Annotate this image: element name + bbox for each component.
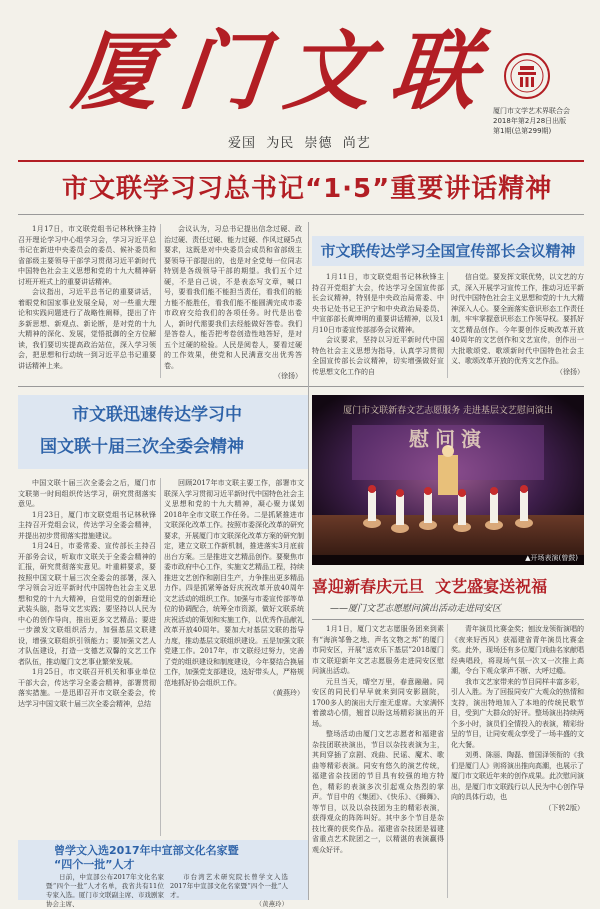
main-headline: 市文联学习习总书记“1·5”重要讲话精神	[62, 174, 553, 204]
headline-divider	[18, 214, 584, 215]
publish-date: 2018年第2月28日出版	[493, 117, 567, 125]
article2-col2: 信自觉。要发挥文联优势，以文艺的方式，深入开展学习宣传工作，推动习近平新时代中国特色社会主义思想和党的十九大精神深入人心。要全面落实意识形态工作责任制，牢牢掌握意识形态工作领导权。要抓好文艺精品创作。今年要创作反映改革开放40周年的文艺创作和文艺宣传，创作出一大批歌颂党、歌颂新时代中国特色社会主义、歌颂改革开放的优秀文艺作品。 （徐扬）	[451, 273, 584, 376]
publisher: 厦门市文学艺术界联合会	[493, 107, 570, 115]
section-divider	[18, 386, 584, 387]
article2-signature: （徐扬）	[556, 367, 584, 376]
photo-stage-text: 慰问演	[409, 427, 487, 451]
masthead-divider	[18, 160, 584, 162]
article4-signature: （黄燕玲）	[255, 900, 288, 908]
article1-signature: （徐扬）	[274, 372, 302, 380]
slogan: 爱国 为民 崇德 尚艺	[228, 136, 371, 151]
column-divider	[160, 478, 161, 836]
article1-col1: 1月17日，市文联党组书记林秋锋主持召开理论学习中心组学习会，学习习近平总书记在新进中央委员会的委员、候补委员和省部级主要领导干部学习贯彻习近平新时代中国特色社会主义思想和党的十九大精神研讨班开班式上的重要讲话精神。 会议指出，习近平总书记的重要讲话，着眼党和国家事业发展全局，对一些重大理论和实践问题进行了战略性阐释，提出了许多新思想、新观点、新论断，是对党的十九大精神的深化、发展，觉悟抵御的全方位解读，我们要切实提高政治站位，深入学习领会，把思想和行动统一到习近平总书记重要讲话精神上来。	[18, 225, 156, 370]
article5-title: 喜迎新春庆元旦 文艺盛宴送祝福	[312, 577, 548, 596]
issue-number: 第1期(总第299期)	[493, 127, 552, 135]
article2-col1: 1月11日，市文联党组书记林秋锋主持召开党组扩大会，传达学习全国宣传部长会议精神，特别是中央政治局常委、中央书记处书记王沪宁和中央政治局委员、中宣部部长黄坤明的重要讲话精神，以及1月10日市委宣传部部务会议精神。 会议要求，坚持以习近平新时代中国特色社会主义思想为指导，认真学习贯彻全国宣传部长会议精神，切实增强做好宣传思想文化工作的自	[312, 273, 444, 376]
article5-divider	[312, 619, 584, 620]
article4-title-line1: 曾学文入选2017年中宣部文化名家暨	[54, 844, 239, 857]
photo-caption: ▲开场表演(曾鼓)	[525, 554, 578, 562]
column-divider	[447, 272, 448, 378]
photo-banner: 厦门市文联新春文艺志愿服务 走进基层文艺慰问演出	[343, 406, 553, 416]
article3-title-line2: 国文联十届三次全委会精神	[40, 437, 244, 457]
column-divider	[160, 224, 161, 378]
article3-title-box	[18, 395, 308, 469]
masthead	[18, 10, 584, 160]
article5-continued: （下转2版）	[544, 803, 584, 812]
masthead-title: 厦门文联	[67, 21, 503, 122]
article5-col1: 1月1日，厦门文艺志愿服务团来到素有“海滨邹鲁之地、声名文物之邦”的厦门市同安区，开展“送欢乐下基层”2018厦门市文联迎新年文艺志愿服务走进同安区慰问演出活动。 元旦当天，晴空万里，春意融融。同安区的同民们早早就来到同安影剧院，1700多人的演出大厅座无虚席。大家满怀着激动心情，翘首以盼这场精彩演出的开场。 整场活动由厦门文艺志愿者和福建省杂技团联袂演出，节目以杂技表演为主，其间穿插了京剧、戏曲、民谣、魔术、歌曲等精彩表演。同安有悠久的演艺传统，福建省杂技团的节目具有较强的地方特色，精彩的表演多次引起观众热烈的掌声。节目中的《集团》、《快乐》、《狮舞》、等节目，以及以杂技团为主的精彩表演，获得观众的阵阵叫好。其中多个节目是杂技比赛的获奖作品。福建省杂技团是福建省重点艺术院团之一，以精湛的表演赢得观众好评。	[312, 625, 444, 854]
article4-col2: 市台湾艺术研究院长曾学文入选2017年中宣部文化名家暨“四个一批”人才。 （黄燕玲）	[170, 873, 288, 908]
article3-col2: 回顾2017年市文联主要工作，部署市文联深入学习贯彻习近平新时代中国特色社会主义思想和党的十九大精神，凝心聚力谋划2018年全市文联工作任务。二是抓紧推进市文联深化改革工作。按照市委深化改革的研究要求，开展厦门市文联深化改革方案的研究制定，建立文联工作新机制，推进落实3月底前出台方案。三是推进文艺精品创作。要聚焦市委市政府中心工作，实施文艺精品工程，持续推进文艺创作和剧目生产，力争推出更多精品力作。四是抓紧筹备好庆祝改革开放40周年文艺活动的组织工作。加强与市委宣传部等单位的协调配合，统筹全市资源，做好文联系统庆祝活动的策划和实施工作，以优秀作品献礼改革开放40周年。要加大对基层文联的指导力度，推动基层文联组织建设。五是加强文联党建工作。2017年，市文联经过努力，完善了党的组织建设和制度建设，今年要结合换届工作，加强党支部建设，选好带头人，严格规范地抓好协会组织工作。 （黄燕玲）	[164, 479, 304, 697]
article1-col2: 会议认为，习总书记提出信念过硬、政治过硬、责任过硬、能力过硬、作风过硬5点要求，这既是对中央委员会成员和省部级主要领导干部提出的，也是对全党每一位同志特别是各级领导干部的期望。我们五个过硬，不是自己说，不是表态写文章，喊口号，要看我们能不能担当责任，看我们的能力能不能胜任，看我们能不能圆满完成市委市政府交给我们的各项任务。时代是出卷人，新时代需要我们去经能做好答卷。我们是答卷人，能否把考卷创造性地答好，是对五个过硬的检验。人民是阅卷人，要看过硬的工作效果，使党和人民满意交出优秀答卷。 （徐扬）	[164, 225, 302, 380]
article3-signature: （黄燕玲）	[269, 689, 304, 697]
stage-photo	[312, 395, 584, 565]
article5-subtitle: ——厦门文艺志愿慰问演出活动走进同安区	[330, 604, 502, 614]
article3-title-line1: 市文联迅速传达学习中	[72, 405, 242, 425]
main-column-divider	[308, 222, 309, 900]
article3-col1: 中国文联十届三次全委会之后，厦门市文联第一时间组织传达学习，研究贯彻落实意见。 1月23日，厦门市文联党组书记林秋锋主持召开党组会议，传达学习全委会精神，并提出初步贯彻落实措施建议。 1月24日，市委常委、宣传部长主持召开部务会议，听取市文联关于全委会精神的汇报，研究贯彻落实意见。叶重耕要求，要按照中国文联十届三次全委会的部署，深入学习领会习近平新时代中国特色社会主义思想和党的十九大精神，自觉用党的创新理论武装头脑，指导文艺实践；要坚持以人民为中心的创作导向，推出更多文艺精品；要进一步激发文联组织活力，加强基层文联建设，增强文联组织引领能力；要加强文艺人才队伍建设，打造一支德艺双馨的文艺工作者队伍，推动厦门文艺事业繁荣发展。 1月25日，市文联召开机关和事业单位干部大会，传达学习全委会精神，部署贯彻落实措施。一是迅即召开市文联全委会，传达学习中国文联十届三次全委会精神，总结	[18, 479, 156, 708]
article4-box	[18, 840, 308, 908]
article2-title: 市文联传达学习全国宣传部长会议精神	[312, 236, 584, 266]
column-divider	[447, 624, 448, 898]
article4-col1: 日前，中宣部公布2017年文化名家暨“四个一批”人才名单，我省共有11位专家入选。厦门市文联副主席、市戏剧家协会主席、	[46, 873, 164, 908]
seal-logo	[503, 52, 551, 100]
article4-title-line2: “四个一批”人才	[54, 858, 135, 871]
article5-col2: 青年演员比赛金奖；刨汝龙领衔演唱的《夜来好西风》获福建省青年演员比赛金奖。此外，现场还有多位厦门戏曲名家献唱经典唱段，将现场气氛一次又一次推上高潮，令台下观众掌声不断、大呼过瘾。 我市文艺家带来的节目同样丰富多彩，引人入胜。为了回报同安广大观众的热情和支持，演出特地加入了本地的传统民歌节目，受到广大群众的好评。整场演出持续两个多小时，演员们全情投入的表演，精彩纷呈的节目，让同安观众享受了一场丰盛的文化大餐。 刘勇、陈丽、陶磊、曾国泽领衔的《我们是厦门人》则将演出推向高潮，也展示了厦门市文联近年来的创作成果。此次慰问演出，是厦门市文联践行以人民为中心创作导向的具体行动，也 （下转2版）	[451, 625, 584, 812]
